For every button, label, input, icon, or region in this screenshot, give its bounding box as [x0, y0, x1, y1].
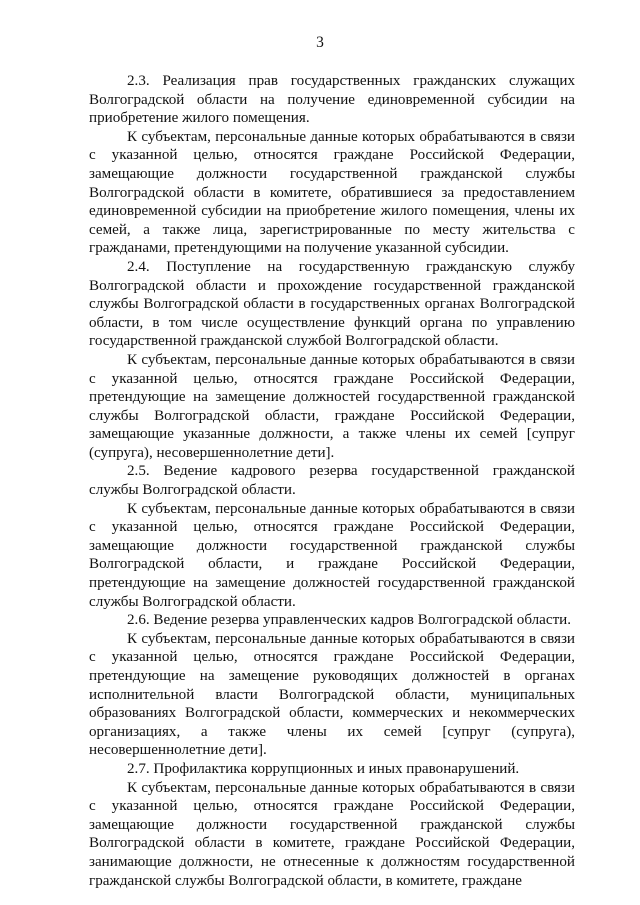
paragraph-2-3-heading: 2.3. Реализация прав государственных гражданских служащих Волгоградской области на получение единовременной субсидии на приобретение жилого помещения.: [89, 73, 575, 127]
paragraph-2-7-heading: 2.7. Профилактика коррупционных и иных правонарушений.: [127, 760, 520, 777]
paragraph-2-4-subjects: К субъектам, персональные данные которых обрабатываются в связи с указанной целью, относятся граждане Российской Федерации, претендующие на замещение должностей государственной гражданской службы Волгоградской области, граждане Российской Федерации, замещающие указанные должности, а также члены их семей [супруг (супруга), несовершеннолетние дети].: [89, 351, 575, 461]
paragraph-2-5-heading: 2.5. Ведение кадрового резерва государственной гражданской службы Волгоградской области.: [89, 463, 575, 499]
paragraph-2-3-subjects: К субъектам, персональные данные которых обрабатываются в связи с указанной целью, относятся граждане Российской Федерации, замещающие должности государственной гражданской службы Волгоградской области в комитете, обратившиеся за предоставлением единовременной субсидии на приобретение жилого помещения, члены их семей, а также лица, зарегистрированные по месту жительства с гражданами, претендующими на получение указанной субсидии.: [89, 128, 575, 257]
paragraph-2-6-subjects: К субъектам, персональные данные которых обрабатываются в связи с указанной целью, относятся граждане Российской Федерации, претендующие на замещение руководящих должностей в органах исполнительной власти Волгоградской области, муниципальных образованиях Волгоградской области, коммерческих и некоммерческих организациях, а также члены их семей [супруг (супруга), несовершеннолетние дети].: [89, 630, 575, 759]
paragraph-2-6-heading: 2.6. Ведение резерва управленческих кадров Волгоградской области.: [127, 612, 572, 629]
paragraph-2-4-heading: 2.4. Поступление на государственную гражданскую службу Волгоградской области и прохождение государственной гражданской службы Волгоградской области в государственных органах Волгоградской области, в том числе осуществление функций органа по управлению государственной гражданской службой Волгоградской области.: [89, 258, 575, 350]
paragraph-2-7-subjects: К субъектам, персональные данные которых обрабатываются в связи с указанной целью, относятся граждане Российской Федерации, замещающие должности государственной гражданской службы Волгоградской области в комитете, граждане Российской Федерации, занимающие должности, не отнесенные к должностям государственной гражданской службы Волгоградской области, в комитете, граждане: [89, 779, 575, 889]
page-number: 3: [316, 34, 324, 51]
paragraph-2-5-subjects: К субъектам, персональные данные которых обрабатываются в связи с указанной целью, относятся граждане Российской Федерации, замещающие должности государственной гражданской службы Волгоградской области, и граждане Российской Федерации, претендующие на замещение должностей государственной гражданской службы Волгоградской области.: [89, 500, 575, 610]
document-body: [89, 72, 575, 890]
